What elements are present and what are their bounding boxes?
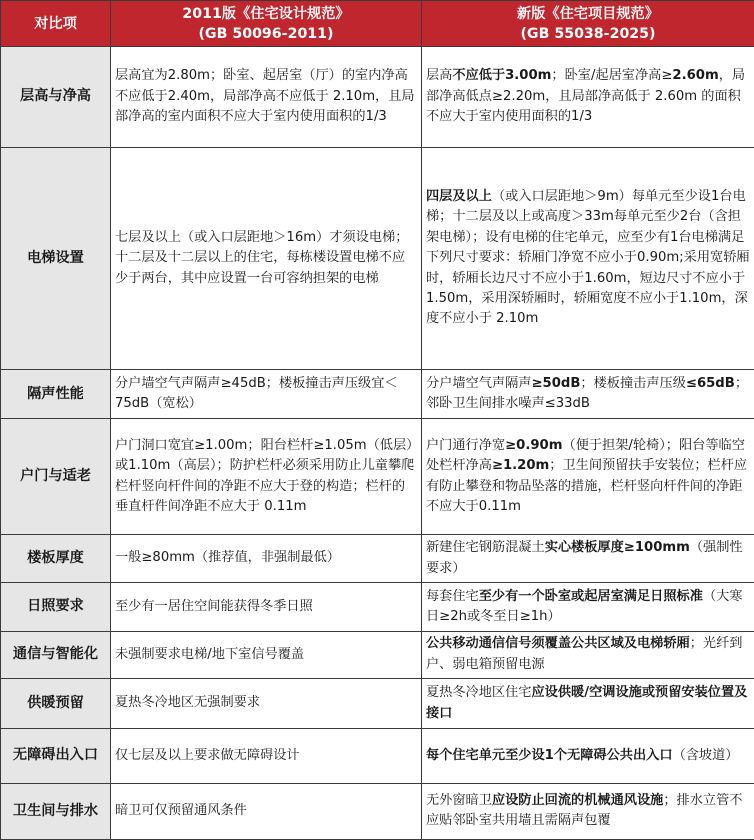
header-old-standard [111,1,422,47]
row-old-text: 至少有一居住空间能获得冬季日照 [111,583,422,631]
row-new-text [422,419,754,535]
table-row [1,783,754,839]
row-item: 户门与适老 [1,419,111,535]
row-old-text: 夏热冬冷地区无强制要求 [111,678,422,728]
table-body [1,47,754,840]
text-segment: （强制性要求） [426,540,743,576]
row-item: 无障碍出入口 [1,729,111,783]
emphasized-text: ≥50dB [531,375,581,391]
text-segment: 无外窗暗卫 [426,792,492,808]
header-old-title: 2011版《住宅设计规范》 [182,5,350,22]
table-row [1,47,754,148]
row-old-text: 未强制要求电梯/地下室信号覆盖 [111,631,422,678]
table-row [1,678,754,728]
table-row [1,535,754,583]
row-new-text [422,678,754,728]
emphasized-text: 应设防止回流的机械通风设施 [491,792,664,808]
row-new-text [422,47,754,148]
row-item: 层高与净高 [1,47,111,148]
row-old-text: 七层及以上（或入口层距地＞16m）才须设电梯；十二层及十二层以上的住宅，每栋楼设置电梯不应少于两台，其中应设置一台可容纳担架的电梯 [111,147,422,369]
text-segment: ，局部净高低点≥2.20m，且局部净高低于 2.60m 的面积不应大于室内使用面积的1/3 [426,68,746,125]
row-old-text: 层高宜为2.80m；卧室、起居室（厅）的室内净高不应低于2.40m，局部净高不应低于 2.10m，且局部净高的室内面积不应大于室内使用面积的1/3 [111,47,422,148]
table-row [1,147,754,369]
table-row [1,631,754,678]
table-header-row [1,1,754,47]
row-new-text [422,370,754,419]
header-item: 对比项 [1,1,111,47]
emphasized-text: 实心楼板厚度≥100mm [544,540,690,556]
text-segment: 层高 [426,68,453,84]
text-segment: （含坡道） [672,747,739,763]
row-item: 楼板厚度 [1,535,111,583]
text-segment: ；邻卧卫生间排水噪声≤33dB [426,375,748,412]
header-old-code: (GB 50096-2011) [198,25,334,42]
row-old-text: 一般≥80mm（推荐值，非强制最低） [111,535,422,583]
text-segment: ；光纤到户、弱电箱预留电源 [426,636,743,672]
row-item: 供暖预留 [1,678,111,728]
emphasized-text: 2.60m [672,68,719,84]
text-segment: 分户墙空气声隔声 [426,375,532,391]
row-new-text [422,631,754,678]
row-new-text [422,729,754,783]
row-old-text: 暗卫可仅预留通风条件 [111,783,422,839]
table-row [1,729,754,783]
text-segment: （或入口层距地＞9m）每单元至少设1台电梯；十二层及以上或高度＞33m每单元至少2台（含担架电梯）；设有电梯的住宅单元，应至少有1台电梯满足下列尺寸要求：轿厢门净宽不应小于0.90m;采用宽轿厢时，轿厢长边尺寸不应小于1.60m，短边尺寸不应小于1.50m，采用深轿厢时，轿厢宽度不应小于1.10m，深度不应小于 2.10m [426,188,750,327]
row-old-text: 户门洞口宽宜≥1.00m；阳台栏杆≥1.05m（低层）或1.10m（高层）；防护栏杆必须采用防止儿童攀爬栏杆竖向杆件间的净距不应大于登的构造；栏杆的垂直杆件间净距不应大于 0.11m [111,419,422,535]
emphasized-text: 应设供暖/空调设施或预留安装位置及接口 [426,685,748,721]
emphasized-text: 不应低于3.00m [452,68,552,84]
emphasized-text: 四层及以上 [426,188,492,204]
table-row [1,419,754,535]
text-segment: 夏热冬冷地区住宅 [426,685,532,701]
text-segment: ；楼板撞击声压级 [580,375,686,391]
text-segment: ；卧室/起居室净高≥ [551,68,673,84]
row-new-text [422,783,754,839]
text-segment: ；卫生间预留扶手安装位；栏杆应有防止攀登和物品坠落的措施，栏杆竖向杆件间的净距不应大于0.11m [426,458,748,515]
table-row [1,370,754,419]
text-segment: （便于担架/轮椅）；阳台等临空处栏杆净高 [426,437,745,474]
emphasized-text: 公共移动通信信号须覆盖公共区域及电梯轿厢 [426,636,690,652]
header-new-code: (GB 55038-2025) [520,25,656,42]
row-item: 卫生间与排水 [1,783,111,839]
text-segment: ；排水立管不应贴邻卧室共用墙且需隔声包覆 [426,792,743,829]
emphasized-text: ≥0.90m [505,437,563,453]
emphasized-text: ≤65dB [685,375,735,391]
row-old-text: 分户墙空气声隔声≥45dB；楼板撞击声压级宜＜75dB（宽松） [111,370,422,419]
text-segment: 户门通行净宽 [426,437,506,453]
row-old-text: 仅七层及以上要求做无障碍设计 [111,729,422,783]
header-new-title: 新版《住宅项目规范》 [517,5,659,22]
text-segment: 每套住宅 [426,588,479,604]
text-segment: （大寒日≥2h或冬至日≥1h） [426,588,743,624]
table-row [1,583,754,631]
row-item: 通信与智能化 [1,631,111,678]
row-new-text [422,535,754,583]
row-item: 日照要求 [1,583,111,631]
row-item: 隔声性能 [1,370,111,419]
row-new-text [422,583,754,631]
row-new-text [422,147,754,369]
emphasized-text: 每个住宅单元至少设1个无障碍公共出入口 [426,747,673,763]
row-item: 电梯设置 [1,147,111,369]
header-new-standard [422,1,754,47]
emphasized-text: ≥1.20m [491,458,550,474]
emphasized-text: 至少有一个卧室或起居室满足日照标准 [478,588,703,604]
text-segment: 新建住宅钢筋混凝土 [426,540,545,556]
